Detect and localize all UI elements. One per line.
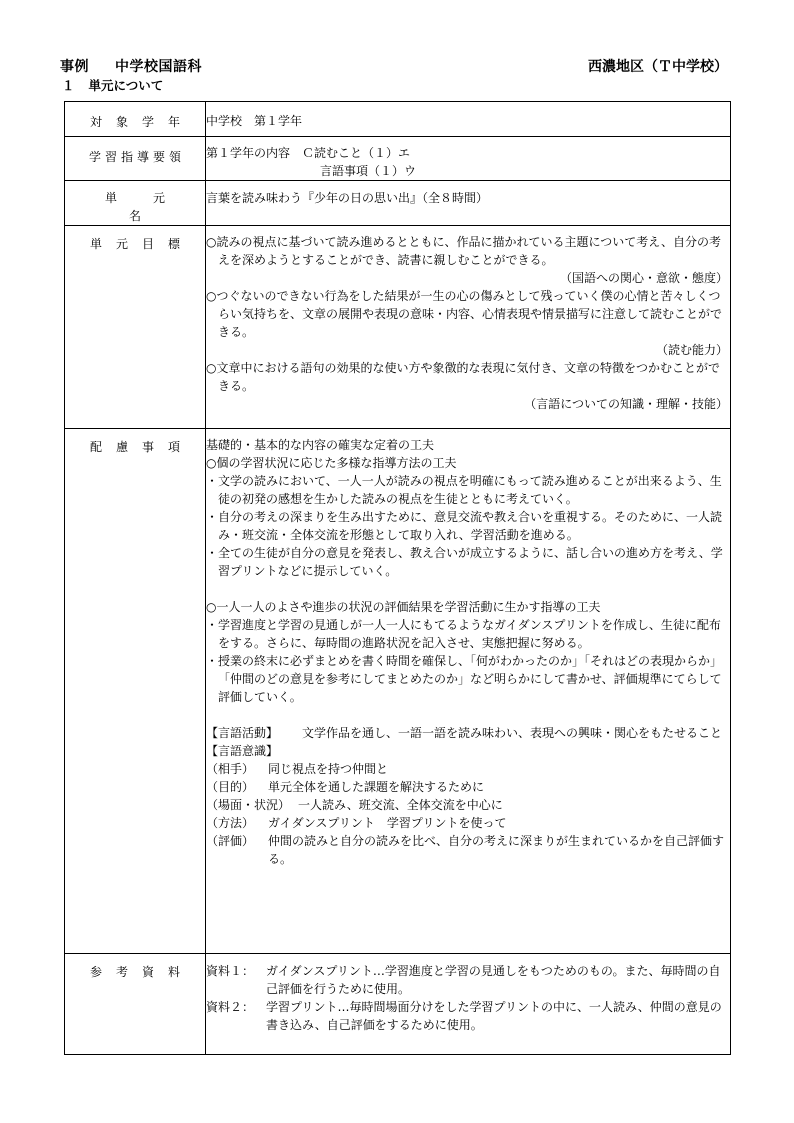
label-target-grade: 対象学年 (65, 102, 206, 137)
list-item: ・文学の読みにおいて、一人一人が読みの視点を明確にもって読み進めることが出来るよう、生徒の初発の感想を生かした読みの視点を生徒とともに考えていく。 (206, 474, 722, 506)
goal-language-tag: （言語についての知識・理解・技能） (524, 397, 728, 411)
awareness-item: （方法） ガイダンスプリント 学習プリントを使って (206, 816, 507, 830)
unit-goals-content (206, 226, 731, 429)
row-references (65, 954, 731, 1055)
consideration-heading: 基礎的・基本的な内容の確実な定着の工夫 (206, 438, 435, 452)
goal-interest-tag: （国語への関心・意欲・態度） (559, 271, 728, 285)
consideration-subheading: ○個の学習状況に応じた多様な指導方法の工夫 (206, 456, 457, 470)
section-number: １ (62, 78, 75, 93)
value-unit-name: 言葉を読み味わう『少年の日の思い出』（全８時間） (206, 181, 731, 226)
section-heading (62, 76, 163, 94)
awareness-item: （目的） 単元全体を通した課題を解決するために (206, 780, 485, 794)
label-considerations: 配慮事項 (65, 429, 206, 954)
consideration-subheading: ○一人一人のよさや進歩の状況の評価結果を学習活動に生かす指導の工夫 (206, 600, 601, 614)
list-item: ・全ての生徒が自分の意見を発表し、教え合いが成立するように、話し合いの進め方を考え、学習プリントなどに提示していく。 (206, 546, 723, 578)
list-item: ・授業の終末に必ずまとめを書く時間を確保し、「何がわかったのか」「それはどの表現からか」「仲間のどの意見を参考にしてまとめたのか」など明らかにして書かせ、評価規準にてらして評価していく。 (206, 654, 723, 704)
goal-reading: ○つぐないのできない行為をした結果が一生の心の傷みとして残っていく僕の心情と苦々しくつらい気持ちを、文章の展開や表現の意味・内容、心情表現や情景描写に注意して読むことができる。 (206, 289, 723, 339)
awareness-item: （場面・状況） 一人読み、班交流、全体交流を中心に (206, 798, 503, 812)
reference-item: 資料１： ガイダンスプリント…学習進度と学習の見通しをもつためのもの。また、毎時間の自己評価を行うために使用。 (206, 964, 721, 996)
district-label: 西濃地区（Ｔ中学校） (588, 59, 728, 75)
row-curriculum-guideline (65, 137, 731, 181)
goal-interest: ○読みの視点に基づいて読み進めるとともに、作品に描かれている主題について考え、自分の考えを深めようとすることができ、読書に親しむことができる。 (206, 235, 721, 267)
language-activity: 【言語活動】 文学作品を通し、一語一語を読み味わい、表現への興味・関心をもたせること (206, 726, 723, 740)
considerations-content (206, 429, 731, 954)
language-awareness-heading: 【言語意識】 (206, 744, 279, 758)
references-content (206, 954, 731, 1055)
row-target-grade (65, 102, 731, 137)
goal-reading-tag: （読む能力） (655, 343, 728, 357)
reference-item: 資料２： 学習プリント…毎時間場面分けをした学習プリントの中に、一人読み、仲間の意見の書き込み、自己評価をするために使用。 (206, 1000, 722, 1032)
subject-title: 中学校国語科 (115, 59, 202, 75)
section-title: 単元について (88, 78, 164, 93)
goal-language: ○文章中における語句の効果的な使い方や象徴的な表現に気付き、文章の特徴をつかむことができる。 (206, 361, 720, 393)
awareness-item: （相手） 同じ視点を持つ仲間と (206, 762, 389, 776)
awareness-item: （評価） 仲間の読みと自分の読みを比べ、自分の考えに深まりが生まれているかを自己評価する。 (206, 834, 725, 866)
row-considerations (65, 429, 731, 954)
label-references: 参考資料 (65, 954, 206, 1055)
row-unit-goals (65, 226, 731, 429)
label-curriculum-guideline: 学習指導要領 (65, 137, 206, 181)
list-item: ・自分の考えの深まりを生み出すために、意見交流や教え合いを重視する。そのために、一人読み・班交流・全体交流を形態として取り入れ、学習活動を進める。 (206, 510, 723, 542)
unit-plan-table (64, 101, 731, 1055)
label-unit-goals: 単元目標 (65, 226, 206, 429)
list-item: ・学習進度と学習の見通しが一人一人にもてるようなガイダンスプリントを作成し、生徒に配布をする。さらに、毎時間の進路状況を記入させ、実態把握に努める。 (206, 618, 721, 650)
label-unit-name: 単元名 (65, 181, 206, 226)
value-curriculum-guideline: 第１学年の内容 Ｃ読むこと（１）エ 言語事項（１）ウ (206, 137, 731, 181)
row-unit-name (65, 181, 731, 226)
case-label: 事例 (60, 59, 89, 75)
document-heading (60, 56, 202, 76)
value-target-grade: 中学校 第１学年 (206, 102, 731, 137)
